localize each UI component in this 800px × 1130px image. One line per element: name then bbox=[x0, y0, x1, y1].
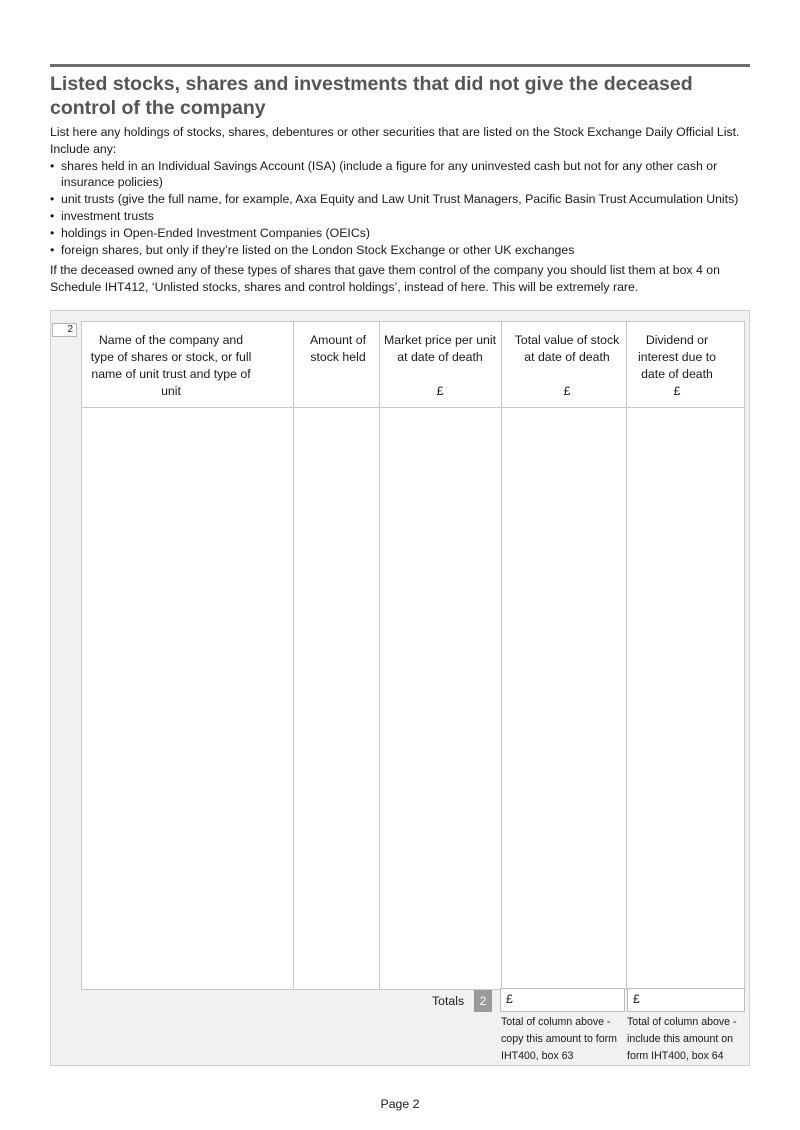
column-divider bbox=[501, 322, 502, 989]
holdings-panel bbox=[50, 310, 750, 1066]
total-value-field[interactable]: £ bbox=[500, 988, 625, 1012]
intro-include-line: Include any: bbox=[50, 141, 117, 156]
page-title: Listed stocks, shares and investments that did not give the deceased control of the company bbox=[50, 73, 693, 119]
currency-label: £ bbox=[673, 384, 681, 398]
currency-label: £ bbox=[436, 384, 444, 398]
intro-text bbox=[50, 124, 750, 296]
column-divider bbox=[626, 322, 627, 989]
holdings-table bbox=[81, 321, 745, 990]
total-dividend-field[interactable]: £ bbox=[627, 988, 745, 1012]
totals-label: Totals bbox=[432, 994, 465, 1008]
header-divider bbox=[82, 407, 744, 408]
currency-label: £ bbox=[563, 384, 571, 398]
header-market-price: Market price per unit at date of death £ bbox=[383, 333, 497, 398]
list-item: • unit trusts (give the full name, for example, Axa Equity and Law Unit Trust Managers, Pacific Basin Trust Accumulation Units) bbox=[50, 191, 750, 208]
column-divider bbox=[293, 322, 294, 989]
box-number: 2 bbox=[52, 323, 77, 337]
header-total-value: Total value of stock at date of death £ bbox=[512, 332, 622, 400]
top-rule bbox=[50, 64, 750, 67]
list-item: • foreign shares, but only if they’re listed on the London Stock Exchange or other UK exchanges bbox=[50, 242, 750, 259]
list-item: • investment trusts bbox=[50, 208, 750, 225]
totals-box-number: 2 bbox=[474, 990, 492, 1012]
page-number: Page 2 bbox=[380, 1097, 420, 1111]
list-item: • holdings in Open-Ended Investment Companies (OEICs) bbox=[50, 225, 750, 242]
include-list bbox=[50, 158, 750, 259]
total-value-note: Total of column above - copy this amount to form IHT400, box 63 bbox=[501, 1016, 617, 1062]
list-item: • shares held in an Individual Savings Account (ISA) (include a figure for any uninvested cash but not for any other cash or insurance policies) bbox=[50, 158, 750, 192]
total-dividend-note: Total of column above - include this amount on form IHT400, box 64 bbox=[627, 1016, 737, 1062]
control-note: If the deceased owned any of these types of shares that gave them control of the company you should list them at box 4 on Schedule IHT412, ‘Unlisted stocks, shares and control holdings’, instead of here. This will be extremely rare. bbox=[50, 263, 720, 295]
header-amount-held: Amount of stock held bbox=[309, 333, 367, 364]
intro-line: List here any holdings of stocks, shares, debentures or other securities that are listed on the Stock Exchange Daily Official List. bbox=[50, 125, 740, 139]
header-dividend: Dividend or interest due to date of death £ bbox=[635, 332, 719, 400]
header-company-name: Name of the company and type of shares or stock, or full name of unit trust and type of unit bbox=[90, 333, 252, 398]
column-divider bbox=[379, 322, 380, 989]
